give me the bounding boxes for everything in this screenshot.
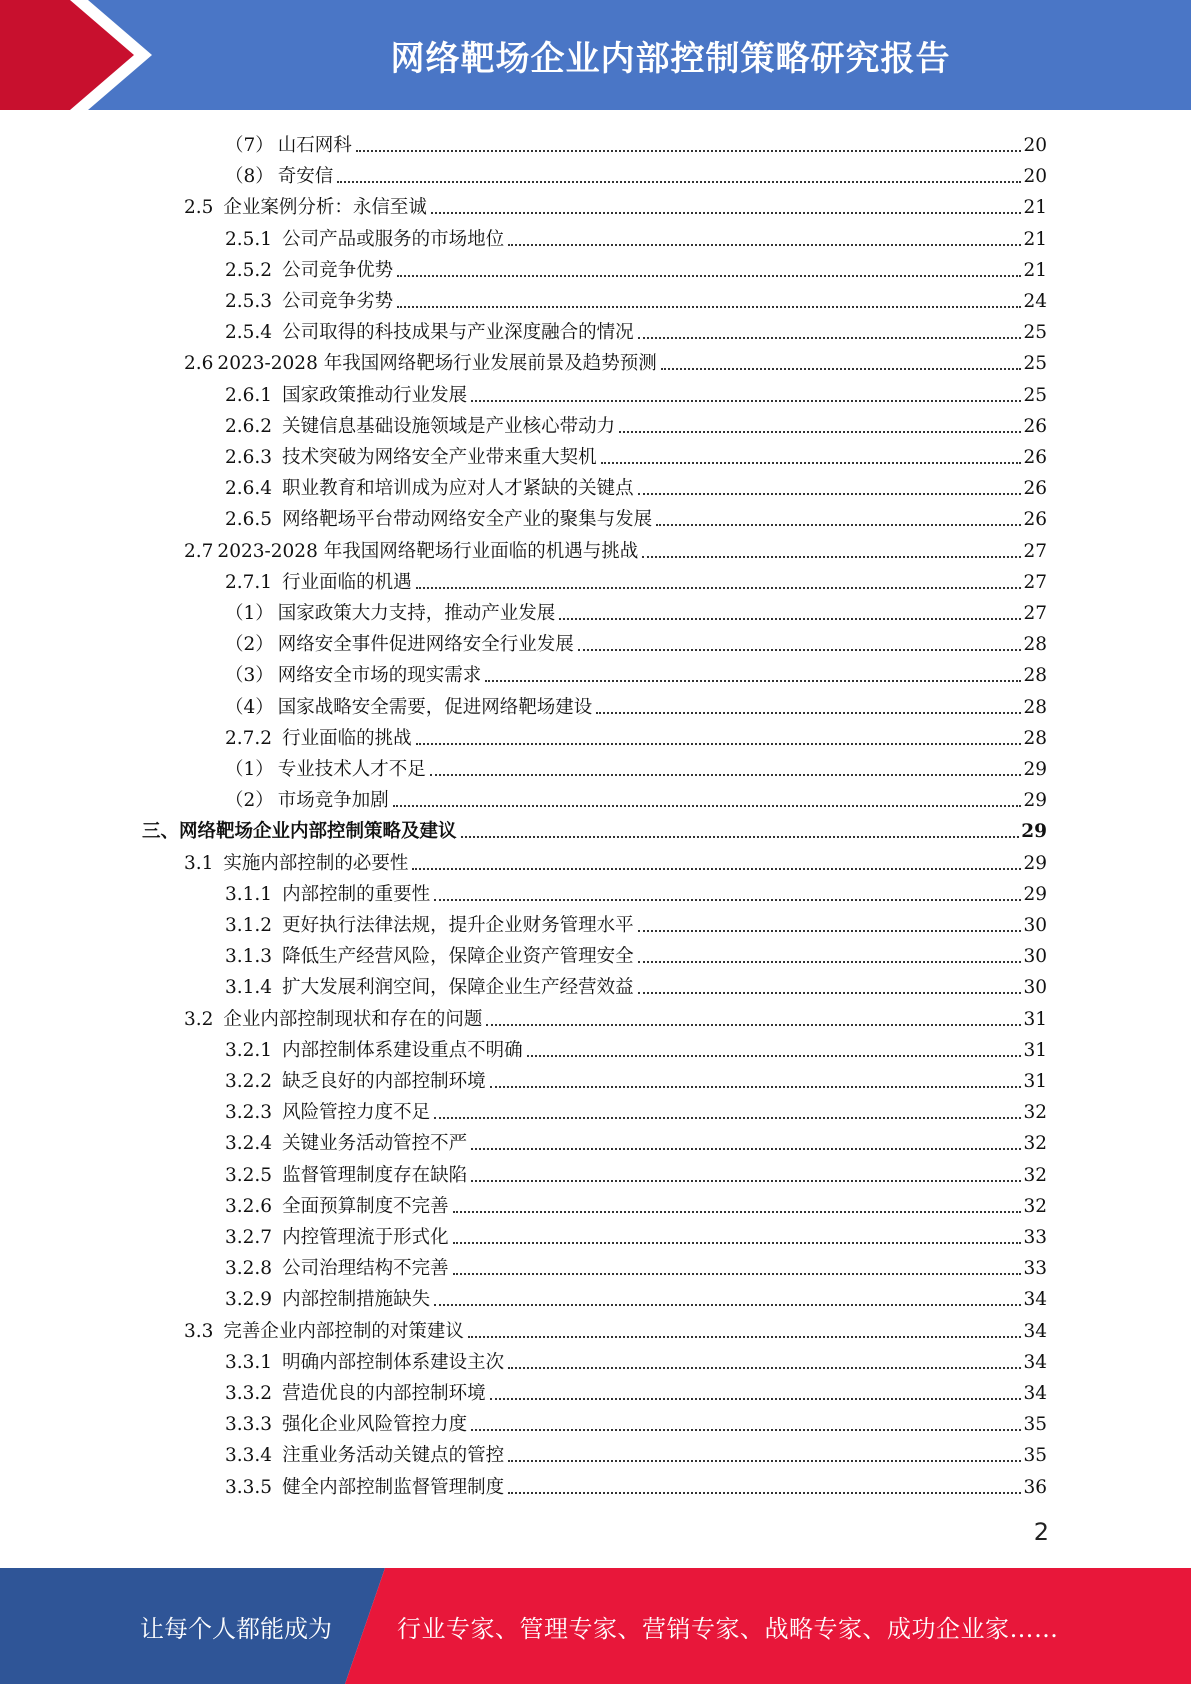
toc-entry[interactable] — [225, 470, 1047, 501]
toc-entry-page: 21 — [1023, 259, 1047, 281]
toc-entry-number: 2.6.4 — [225, 478, 273, 500]
toc-dot-leader — [490, 1086, 1022, 1088]
toc-entry-number: 2.5.4 — [225, 322, 273, 344]
toc-dot-leader — [619, 431, 1021, 433]
toc-entry-title: 三、网络靶场企业内部控制策略及建议 — [142, 821, 457, 843]
toc-dot-leader — [508, 1460, 1021, 1462]
toc-entry[interactable] — [225, 626, 1047, 657]
toc-dot-leader — [453, 1242, 1022, 1244]
toc-entry[interactable] — [225, 907, 1047, 938]
toc-entry-number: 2.5.2 — [225, 259, 273, 281]
toc-entry-title: 关键信息基础设施领域是产业核心带动力 — [282, 415, 616, 437]
toc-dot-leader — [656, 524, 1021, 526]
toc-entry-title: 注重业务活动关键点的管控 — [282, 1445, 505, 1467]
toc-dot-leader — [527, 1055, 1022, 1057]
toc-entry[interactable] — [184, 845, 1047, 876]
toc-entry-page: 28 — [1023, 727, 1047, 749]
toc-entry-number: 3.1.2 — [225, 915, 273, 936]
toc-entry-page: 29 — [1023, 852, 1047, 874]
toc-entry-title: 公司竞争优势 — [282, 259, 394, 281]
toc-entry-number: 2.5 — [184, 197, 214, 219]
toc-entry-number: 2.6.1 — [225, 384, 273, 406]
toc-entry-number: 3.1.3 — [225, 946, 273, 968]
header-arrow-decoration — [0, 0, 160, 110]
toc-entry-title: 企业案例分析：永信至诚 — [223, 197, 427, 219]
toc-dot-leader — [601, 462, 1022, 464]
toc-entry-number: 2.6.2 — [225, 415, 273, 437]
toc-dot-leader — [508, 244, 1021, 246]
toc-entry-number: 3.2.7 — [225, 1227, 273, 1248]
toc-entry-number: （2） — [225, 634, 274, 656]
toc-entry[interactable] — [225, 1375, 1047, 1406]
toc-entry-title: 市场竞争加剧 — [277, 790, 389, 812]
toc-entry-number: （1） — [225, 759, 274, 780]
toc-entry[interactable] — [225, 377, 1047, 408]
toc-dot-leader — [642, 556, 1021, 558]
toc-entry-number: 2.7.1 — [225, 571, 273, 593]
toc-entry-title: 公司产品或服务的市场地位 — [282, 228, 505, 250]
toc-entry-title: 缺乏良好的内部控制环境 — [282, 1071, 486, 1092]
toc-dot-leader — [596, 712, 1021, 714]
toc-entry-number: （2） — [225, 790, 274, 812]
toc-entry[interactable] — [225, 595, 1047, 626]
toc-entry[interactable] — [184, 1313, 1047, 1344]
toc-entry-page: 27 — [1023, 603, 1047, 624]
toc-entry[interactable] — [225, 408, 1047, 439]
toc-entry[interactable] — [225, 252, 1047, 283]
toc-entry-page: 25 — [1023, 384, 1047, 406]
toc-entry-title: 更好执行法律法规，提升企业财务管理水平 — [282, 915, 634, 936]
toc-dot-leader — [638, 992, 1022, 994]
toc-entry-title: 内部控制体系建设重点不明确 — [282, 1039, 523, 1061]
toc-entry-title: 强化企业风险管控力度 — [282, 1414, 468, 1436]
toc-dot-leader — [508, 1367, 1021, 1369]
toc-entry-title: 监督管理制度存在缺陷 — [282, 1164, 468, 1186]
toc-entry-title: 关键业务活动管控不严 — [282, 1133, 468, 1155]
toc-entry[interactable] — [225, 1032, 1047, 1063]
toc-dot-leader — [416, 587, 1022, 589]
toc-dot-leader — [356, 150, 1022, 152]
toc-entry-title: 国家政策大力支持，推动产业发展 — [277, 603, 556, 624]
toc-entry[interactable] — [184, 533, 1047, 564]
toc-entry-title: 公司竞争劣势 — [282, 291, 394, 312]
toc-entry-page: 27 — [1023, 571, 1047, 593]
toc-dot-leader — [453, 1273, 1022, 1275]
toc-entry-title: 网络安全市场的现实需求 — [277, 665, 482, 687]
toc-entry[interactable] — [225, 782, 1047, 813]
toc-entry-title: 技术突破为网络安全产业带来重大契机 — [282, 447, 597, 468]
toc-entry-page: 32 — [1023, 1164, 1047, 1186]
toc-entry-number: 2.5.1 — [225, 228, 273, 250]
toc-dot-leader — [453, 1211, 1022, 1213]
toc-dot-leader — [471, 400, 1021, 402]
toc-dot-leader — [638, 930, 1022, 932]
toc-entry-number: 3.1 — [184, 852, 214, 874]
toc-entry-title: 山石网科 — [277, 135, 352, 156]
toc-entry-page: 26 — [1023, 447, 1047, 468]
toc-dot-leader — [638, 961, 1022, 963]
toc-dot-leader — [393, 805, 1022, 807]
toc-entry-title: 全面预算制度不完善 — [282, 1195, 449, 1217]
toc-dot-leader — [486, 1024, 1021, 1026]
toc-dot-leader — [430, 774, 1022, 776]
toc-entry[interactable] — [225, 969, 1047, 1000]
toc-dot-leader — [471, 1148, 1021, 1150]
toc-dot-leader — [431, 212, 1022, 214]
toc-entry[interactable] — [184, 189, 1047, 220]
toc-entry-number: （3） — [225, 665, 274, 687]
toc-entry-page: 20 — [1023, 135, 1047, 156]
toc-entry-title: 行业面临的机遇 — [282, 571, 412, 593]
toc-entry-title: 风险管控力度不足 — [282, 1102, 431, 1124]
toc-dot-leader — [434, 899, 1021, 901]
toc-entry-number: 2.7 — [184, 540, 214, 562]
toc-entry-page: 34 — [1023, 1351, 1047, 1373]
toc-entry-title: 明确内部控制体系建设主次 — [282, 1351, 505, 1373]
toc-entry-number: 3.2.3 — [225, 1102, 273, 1124]
toc-entry-page: 30 — [1023, 977, 1047, 999]
toc-entry-title: 网络安全事件促进网络安全行业发展 — [277, 634, 574, 656]
toc-entry-title: 公司取得的科技成果与产业深度融合的情况 — [282, 322, 634, 344]
toc-dot-leader — [661, 368, 1022, 370]
toc-entry-page: 34 — [1023, 1383, 1047, 1404]
toc-dot-leader — [485, 680, 1021, 682]
toc-entry-page: 33 — [1023, 1227, 1047, 1248]
toc-entry-number: 3.1.1 — [225, 883, 273, 905]
toc-entry-title: 网络靶场平台带动网络安全产业的聚集与发展 — [282, 509, 653, 531]
toc-entry-title: 职业教育和培训成为应对人才紧缺的关键点 — [282, 478, 634, 500]
toc-entry-page: 26 — [1023, 509, 1047, 531]
toc-entry-title: 国家战略安全需要，促进网络靶场建设 — [277, 696, 593, 718]
toc-entry[interactable] — [225, 1437, 1047, 1468]
toc-entry-title: 奇安信 — [277, 166, 334, 188]
toc-dot-leader — [471, 1180, 1021, 1182]
toc-entry-title: 扩大发展利润空间，保障企业生产经营效益 — [282, 977, 634, 999]
toc-entry-page: 28 — [1023, 696, 1047, 718]
toc-entry[interactable] — [225, 314, 1047, 345]
toc-entry-page: 26 — [1023, 415, 1047, 437]
toc-entry-page: 34 — [1023, 1320, 1047, 1342]
toc-entry-number: 3.3.4 — [225, 1445, 273, 1467]
toc-entry-number: 3.3.5 — [225, 1476, 273, 1498]
toc-entry-number: 2.6.5 — [225, 509, 273, 531]
toc-entry-title: 内部控制措施缺失 — [282, 1289, 431, 1311]
toc-entry-title: 健全内部控制监督管理制度 — [282, 1476, 505, 1498]
toc-entry[interactable] — [225, 1344, 1047, 1375]
toc-entry-number: （4） — [225, 696, 274, 718]
toc-entry-page: 32 — [1023, 1102, 1047, 1124]
toc-entry-page: 31 — [1023, 1071, 1047, 1092]
toc-entry-page: 26 — [1023, 478, 1047, 500]
toc-entry[interactable] — [225, 1281, 1047, 1312]
toc-dot-leader — [471, 1429, 1021, 1431]
toc-entry[interactable] — [225, 657, 1047, 688]
toc-entry-title: 2023-2028 年我国网络靶场行业面临的机遇与挑战 — [217, 540, 639, 562]
toc-entry-page: 28 — [1023, 665, 1047, 687]
toc-entry[interactable] — [225, 1469, 1047, 1500]
toc-entry[interactable] — [225, 501, 1047, 532]
toc-entry[interactable] — [225, 751, 1047, 782]
toc-entry-page: 29 — [1023, 883, 1047, 905]
toc-entry-page: 32 — [1023, 1133, 1047, 1155]
toc-entry[interactable] — [225, 283, 1047, 314]
toc-entry[interactable] — [225, 221, 1047, 252]
toc-entry-title: 降低生产经营风险，保障企业资产管理安全 — [282, 946, 634, 968]
toc-dot-leader — [559, 618, 1021, 620]
toc-entry[interactable] — [142, 813, 1047, 844]
toc-entry-number: 3.3.1 — [225, 1351, 273, 1373]
toc-dot-leader — [578, 649, 1022, 651]
toc-entry-page: 25 — [1023, 353, 1047, 375]
toc-entry-title: 2023-2028 年我国网络靶场行业发展前景及趋势预测 — [217, 353, 657, 375]
toc-dot-leader — [412, 868, 1021, 870]
toc-entry-page: 24 — [1023, 291, 1047, 312]
toc-entry-number: （1） — [225, 603, 274, 624]
page-number: 2 — [1033, 1518, 1049, 1546]
toc-entry-title: 企业内部控制现状和存在的问题 — [223, 1008, 483, 1030]
toc-entry-number: 3.3.2 — [225, 1383, 273, 1404]
toc-entry-page: 33 — [1023, 1258, 1047, 1280]
footer-slogan-left: 让每个人都能成为 — [140, 1614, 332, 1643]
toc-entry[interactable] — [225, 876, 1047, 907]
toc-entry-title: 行业面临的挑战 — [282, 727, 412, 749]
toc-entry-number: （8） — [225, 166, 274, 188]
toc-entry[interactable] — [225, 1406, 1047, 1437]
toc-entry-number: 3.2.1 — [225, 1039, 273, 1061]
toc-entry-page: 32 — [1023, 1195, 1047, 1217]
toc-entry[interactable] — [225, 158, 1047, 189]
toc-dot-leader — [490, 1398, 1022, 1400]
report-title: 网络靶场企业内部控制策略研究报告 — [390, 38, 951, 79]
toc-entry-title: 内部控制的重要性 — [282, 883, 431, 905]
toc-entry-title: 完善企业内部控制的对策建议 — [223, 1320, 464, 1342]
toc-dot-leader — [468, 1336, 1022, 1338]
toc-entry[interactable] — [225, 439, 1047, 470]
toc-entry[interactable] — [225, 1219, 1047, 1250]
toc-entry[interactable] — [225, 1157, 1047, 1188]
toc-entry-title: 公司治理结构不完善 — [282, 1258, 449, 1280]
toc-entry-page: 35 — [1023, 1445, 1047, 1467]
toc-entry-number: 2.7.2 — [225, 727, 273, 749]
toc-dot-leader — [397, 275, 1021, 277]
toc-entry-page: 27 — [1023, 540, 1047, 562]
toc-entry-title: 专业技术人才不足 — [277, 759, 426, 780]
toc-entry-page: 31 — [1023, 1008, 1047, 1030]
toc-entry-number: 2.6 — [184, 353, 214, 375]
toc-entry-page: 21 — [1023, 197, 1047, 219]
toc-entry-number: 2.5.3 — [225, 291, 273, 312]
toc-entry-number: （7） — [225, 135, 274, 156]
toc-dot-leader — [638, 493, 1022, 495]
toc-dot-leader — [416, 743, 1022, 745]
toc-entry[interactable] — [225, 1188, 1047, 1219]
toc-entry-page: 34 — [1023, 1289, 1047, 1311]
footer-slogan-right: 行业专家、管理专家、营销专家、战略专家、成功企业家…… — [397, 1614, 1059, 1643]
toc-entry-number: 3.2.8 — [225, 1258, 273, 1280]
toc-entry-number: 3.2.6 — [225, 1195, 273, 1217]
page-header — [0, 0, 1191, 110]
toc-entry-page: 29 — [1023, 759, 1047, 780]
toc-entry-page: 36 — [1023, 1476, 1047, 1498]
toc-entry-page: 20 — [1023, 166, 1047, 188]
toc-entry-number: 3.2.5 — [225, 1164, 273, 1186]
toc-dot-leader — [638, 337, 1022, 339]
toc-entry-page: 35 — [1023, 1414, 1047, 1436]
page-footer — [0, 1568, 1191, 1684]
toc-entry[interactable] — [225, 938, 1047, 969]
toc-entry-number: 2.6.3 — [225, 447, 273, 468]
toc-entry-number: 3.3.3 — [225, 1414, 273, 1436]
toc-dot-leader — [434, 1304, 1021, 1306]
toc-entry[interactable] — [184, 1001, 1047, 1032]
toc-entry[interactable] — [225, 1125, 1047, 1156]
toc-entry-page: 28 — [1023, 634, 1047, 656]
toc-entry-page: 29 — [1021, 821, 1047, 843]
toc-entry-page: 29 — [1023, 790, 1047, 812]
toc-entry-number: 3.1.4 — [225, 977, 273, 999]
toc-entry[interactable] — [225, 720, 1047, 751]
toc-entry-title: 营造优良的内部控制环境 — [282, 1383, 486, 1404]
toc-entry[interactable] — [225, 689, 1047, 720]
toc-entry[interactable] — [225, 564, 1047, 595]
toc-entry-page: 31 — [1023, 1039, 1047, 1061]
toc-entry[interactable] — [184, 345, 1047, 376]
toc-entry-page: 21 — [1023, 228, 1047, 250]
toc-dot-leader — [434, 1117, 1021, 1119]
toc-entry[interactable] — [225, 127, 1047, 158]
toc-entry-number: 3.2 — [184, 1008, 214, 1030]
toc-entry-number: 3.2.4 — [225, 1133, 273, 1155]
toc-dot-leader — [508, 1492, 1021, 1494]
toc-entry-page: 30 — [1023, 915, 1047, 936]
toc-entry-title: 国家政策推动行业发展 — [282, 384, 468, 406]
toc-entry[interactable] — [225, 1063, 1047, 1094]
toc-entry[interactable] — [225, 1094, 1047, 1125]
toc-entry-number: 3.2.9 — [225, 1289, 273, 1311]
toc-entry-title: 实施内部控制的必要性 — [223, 852, 409, 874]
toc-dot-leader — [461, 836, 1020, 838]
toc-entry-page: 25 — [1023, 322, 1047, 344]
toc-entry-number: 3.2.2 — [225, 1071, 273, 1092]
toc-entry-title: 内控管理流于形式化 — [282, 1227, 449, 1248]
toc-entry[interactable] — [225, 1250, 1047, 1281]
toc-entry-number: 3.3 — [184, 1320, 214, 1342]
toc-dot-leader — [397, 306, 1021, 308]
toc-dot-leader — [337, 181, 1021, 183]
toc-entry-page: 30 — [1023, 946, 1047, 968]
